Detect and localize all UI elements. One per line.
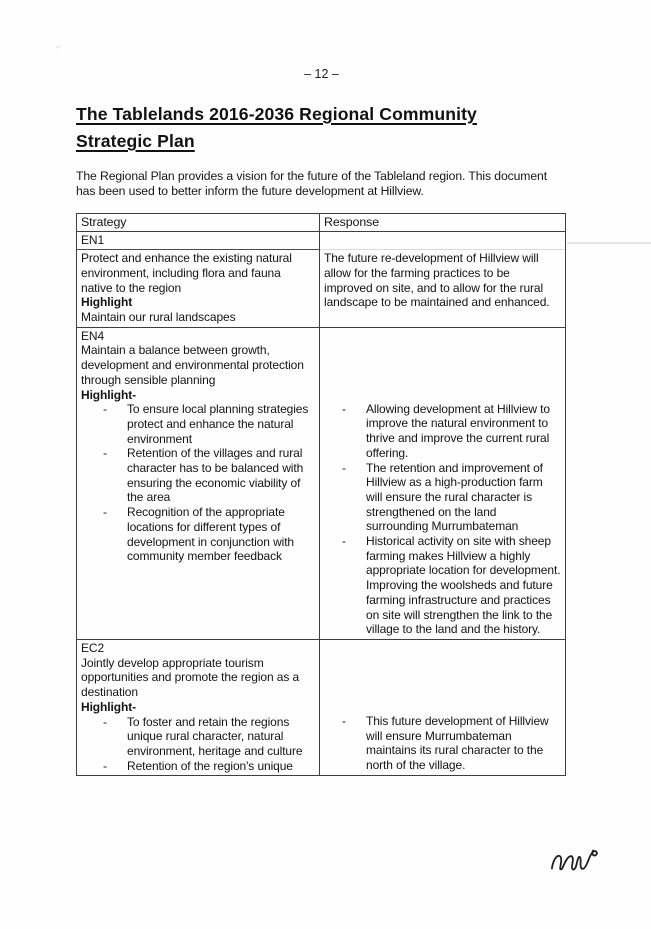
bullet-text: To foster and retain the regions unique rural character, natural environment, heritage and culture bbox=[127, 714, 303, 758]
list-item bbox=[324, 714, 561, 773]
en1-highlight-label: Highlight bbox=[81, 295, 133, 310]
list-item bbox=[324, 402, 561, 461]
en4-code: EN4 bbox=[81, 328, 105, 343]
list-item bbox=[81, 715, 315, 759]
document-title-line-1: The Tablelands 2016-2036 Regional Community bbox=[76, 104, 477, 124]
bullet-text: The retention and improvement of Hillview as a high-production farm will ensure the rural character is strengthened on the land surrounding Murrumbateman bbox=[366, 460, 543, 534]
bullet-dash: - bbox=[342, 460, 346, 475]
scan-speck-artifact bbox=[55, 45, 61, 49]
ec2-row bbox=[77, 639, 565, 775]
handwritten-initials bbox=[548, 838, 602, 880]
strategy-response-table bbox=[76, 213, 566, 777]
ec2-code: EC2 bbox=[81, 640, 105, 655]
en1-code-row-empty-cell bbox=[320, 232, 565, 251]
bullet-dash: - bbox=[103, 505, 107, 520]
ec2-highlight-label: Highlight- bbox=[81, 699, 136, 714]
bullet-dash: - bbox=[342, 713, 346, 728]
document-title bbox=[76, 101, 567, 155]
list-item bbox=[81, 759, 315, 774]
handwritten-initials-icon bbox=[548, 838, 602, 880]
document-title-line-2: Strategic Plan bbox=[76, 131, 195, 151]
list-item bbox=[324, 461, 561, 535]
en4-highlight-label: Highlight- bbox=[81, 387, 136, 402]
list-item bbox=[81, 505, 315, 564]
bullet-text: Recognition of the appropriate locations for different types of development in conjunction with community member feedback bbox=[127, 505, 295, 564]
list-item bbox=[81, 446, 315, 505]
bullet-text: Allowing development at Hillview to improve the natural environment to thrive and improve the current rural offering. bbox=[366, 401, 550, 460]
table-header-row bbox=[77, 214, 565, 232]
en4-response-bullets bbox=[324, 329, 561, 637]
ec2-response-cell bbox=[320, 640, 565, 775]
en1-strategy-cell bbox=[77, 250, 320, 327]
bullet-text: This future development of Hillview will ensure Murrumbateman maintains its rural character to the north of the village. bbox=[366, 713, 549, 773]
bullet-dash: - bbox=[342, 534, 346, 549]
bullet-dash: - bbox=[103, 758, 107, 773]
bullet-text: Historical activity on site with sheep farming makes Hillview a highly appropriate location for development. Improving the woolsheds and future farming infrastructure and practices on site will strengthen the link to the village to the land and the history. bbox=[366, 534, 561, 637]
intro-paragraph: The Regional Plan provides a vision for the future of the Tableland region. This document has been used to better inform the future development at Hillview. bbox=[76, 169, 547, 199]
en4-strategy-text: Maintain a balance between growth, development and environmental protection through sensible planning bbox=[81, 343, 304, 387]
list-item bbox=[324, 534, 561, 637]
header-strategy: Strategy bbox=[77, 214, 320, 232]
page-content bbox=[76, 0, 567, 776]
en4-row bbox=[77, 327, 565, 639]
bullet-text: Retention of the region's unique bbox=[127, 758, 293, 773]
ec2-response-bullets bbox=[324, 641, 561, 773]
header-response: Response bbox=[320, 214, 565, 232]
bullet-dash: - bbox=[103, 714, 107, 729]
bullet-text: To ensure local planning strategies protect and enhance the natural environment bbox=[127, 402, 309, 446]
scan-streak-artifact bbox=[567, 242, 651, 244]
page-number: – 12 – bbox=[304, 67, 339, 81]
en4-strategy-cell bbox=[77, 328, 320, 639]
en4-strategy-bullets bbox=[81, 402, 315, 564]
en1-content-row bbox=[77, 250, 565, 327]
en4-response-cell bbox=[320, 328, 565, 639]
ec2-strategy-bullets bbox=[81, 715, 315, 774]
bullet-dash: - bbox=[103, 446, 107, 461]
ec2-strategy-text: Jointly develop appropriate tourism opportunities and promote the region as a destination bbox=[81, 655, 300, 700]
bullet-text: Retention of the villages and rural character has to be balanced with ensuring the economic viability of the area bbox=[127, 446, 304, 505]
en1-strategy-text: Protect and enhance the existing natural environment, including flora and fauna native to the region bbox=[81, 251, 292, 295]
en1-code-row bbox=[77, 232, 565, 251]
bullet-dash: - bbox=[103, 402, 107, 417]
list-item bbox=[81, 402, 315, 446]
ec2-strategy-cell bbox=[77, 640, 320, 775]
en1-highlight-text: Maintain our rural landscapes bbox=[81, 310, 236, 325]
en1-response-text: The future re-development of Hillview will allow for the farming practices to be improved on site, and to allow for the rural landscape to be maintained and enhanced. bbox=[324, 251, 550, 310]
en1-response-cell bbox=[320, 250, 565, 327]
en1-code: EN1 bbox=[77, 232, 320, 251]
bullet-dash: - bbox=[342, 401, 346, 416]
